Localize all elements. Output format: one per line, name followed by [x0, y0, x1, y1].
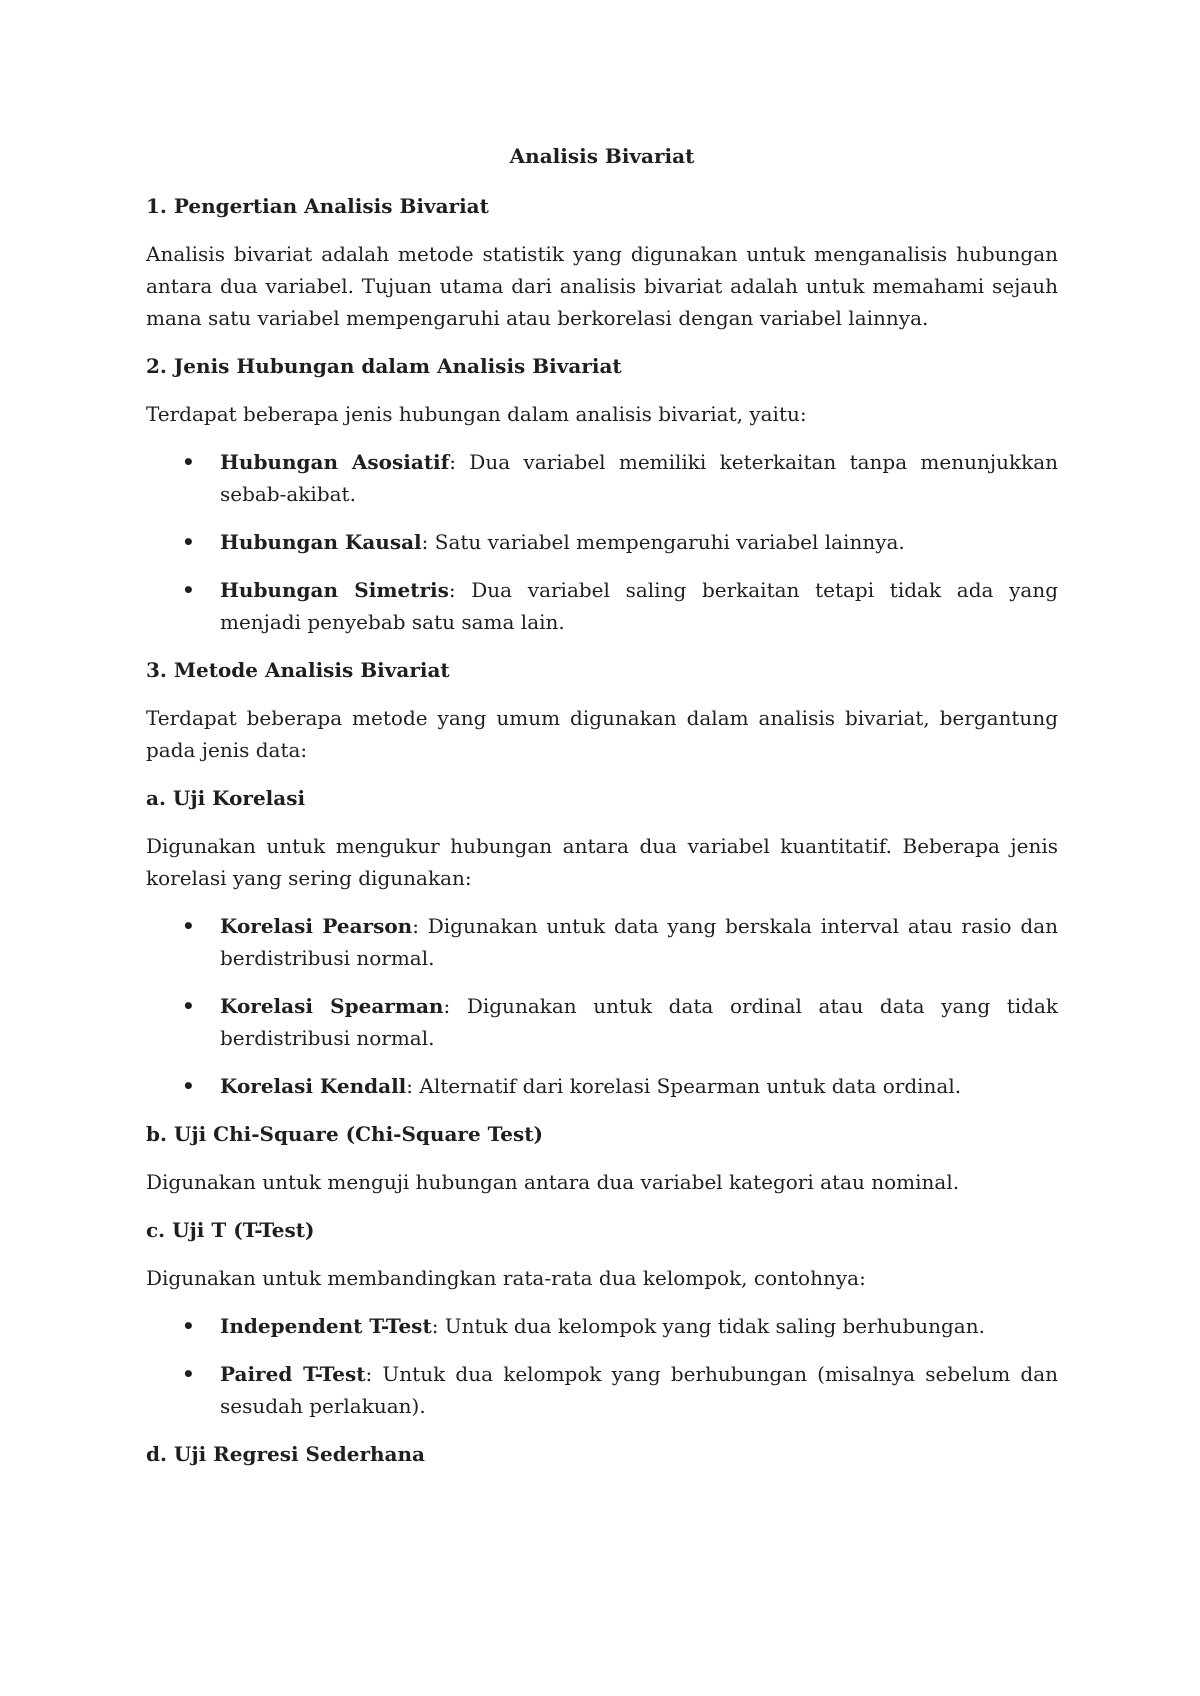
t-test-types-list: [146, 1310, 1058, 1422]
list-item-text: : Dua variabel memiliki keterkaitan tanpa menunjukkan sebab-akibat.: [220, 450, 1059, 506]
list-item-term: Hubungan Kausal: [220, 530, 422, 554]
list-item-text: : Satu variabel mempengaruhi variabel lainnya.: [421, 530, 905, 554]
list-item: [146, 1070, 1058, 1102]
subsection-d-heading: d. Uji Regresi Sederhana: [146, 1442, 425, 1466]
list-item-term: Korelasi Pearson: [220, 914, 413, 938]
list-item: [146, 574, 1058, 638]
correlation-types-list: [146, 910, 1058, 1102]
bullet-icon: •: [182, 530, 195, 554]
bullet-icon: •: [182, 1362, 195, 1386]
bullet-icon: •: [182, 994, 195, 1018]
section-2-intro: Terdapat beberapa jenis hubungan dalam analisis bivariat, yaitu:: [146, 402, 807, 426]
list-item-term: Hubungan Simetris: [220, 578, 449, 602]
list-item: [146, 446, 1058, 510]
list-item-term: Paired T-Test: [220, 1362, 366, 1386]
subsection-b-body: Digunakan untuk menguji hubungan antara dua variabel kategori atau nominal.: [146, 1170, 960, 1194]
list-item-text: : Untuk dua kelompok yang berhubungan (misalnya sebelum dan sesudah perlakuan).: [220, 1362, 1058, 1418]
list-item-text: : Untuk dua kelompok yang tidak saling berhubungan.: [431, 1314, 985, 1338]
subsection-a-heading: a. Uji Korelasi: [146, 786, 306, 810]
list-item: [146, 1358, 1058, 1422]
document-content: [146, 140, 1058, 1486]
list-item-text: : Alternatif dari korelasi Spearman untuk data ordinal.: [406, 1074, 962, 1098]
list-item-term: Korelasi Spearman: [220, 994, 444, 1018]
list-item: [146, 526, 1058, 558]
section-1-body: Analisis bivariat adalah metode statistik yang digunakan untuk menganalisis hubungan antara dua variabel. Tujuan utama dari analisis bivariat adalah untuk memahami sejauh mana satu variabel mempengaruhi atau berkorelasi dengan variabel lainnya.: [146, 242, 1058, 330]
section-1-heading: 1. Pengertian Analisis Bivariat: [146, 194, 489, 218]
list-item-term: Korelasi Kendall: [220, 1074, 407, 1098]
section-2-heading: 2. Jenis Hubungan dalam Analisis Bivariat: [146, 354, 622, 378]
list-item-text: : Digunakan untuk data yang berskala interval atau rasio dan berdistribusi normal.: [220, 914, 1058, 970]
bullet-icon: •: [182, 450, 195, 474]
document-title: Analisis Bivariat: [509, 144, 695, 168]
section-3-heading: 3. Metode Analisis Bivariat: [146, 658, 450, 682]
subsection-c-intro: Digunakan untuk membandingkan rata-rata dua kelompok, contohnya:: [146, 1266, 866, 1290]
list-item: [146, 910, 1058, 974]
bullet-icon: •: [182, 578, 195, 602]
list-item-term: Independent T-Test: [220, 1314, 432, 1338]
bullet-icon: •: [182, 914, 195, 938]
section-3-intro: Terdapat beberapa metode yang umum digunakan dalam analisis bivariat, bergantung pada jenis data:: [146, 706, 1058, 762]
list-item: [146, 990, 1058, 1054]
bullet-icon: •: [182, 1314, 195, 1338]
subsection-a-intro: Digunakan untuk mengukur hubungan antara dua variabel kuantitatif. Beberapa jenis korelasi yang sering digunakan:: [146, 834, 1058, 890]
subsection-b-heading: b. Uji Chi-Square (Chi-Square Test): [146, 1122, 543, 1146]
subsection-c-heading: c. Uji T (T-Test): [146, 1218, 315, 1242]
bullet-icon: •: [182, 1074, 195, 1098]
list-item: [146, 1310, 1058, 1342]
relationship-types-list: [146, 446, 1058, 638]
list-item-text: : Dua variabel saling berkaitan tetapi tidak ada yang menjadi penyebab satu sama lain.: [220, 578, 1059, 634]
list-item-text: : Digunakan untuk data ordinal atau data yang tidak berdistribusi normal.: [220, 994, 1058, 1050]
list-item-term: Hubungan Asosiatif: [220, 450, 450, 474]
